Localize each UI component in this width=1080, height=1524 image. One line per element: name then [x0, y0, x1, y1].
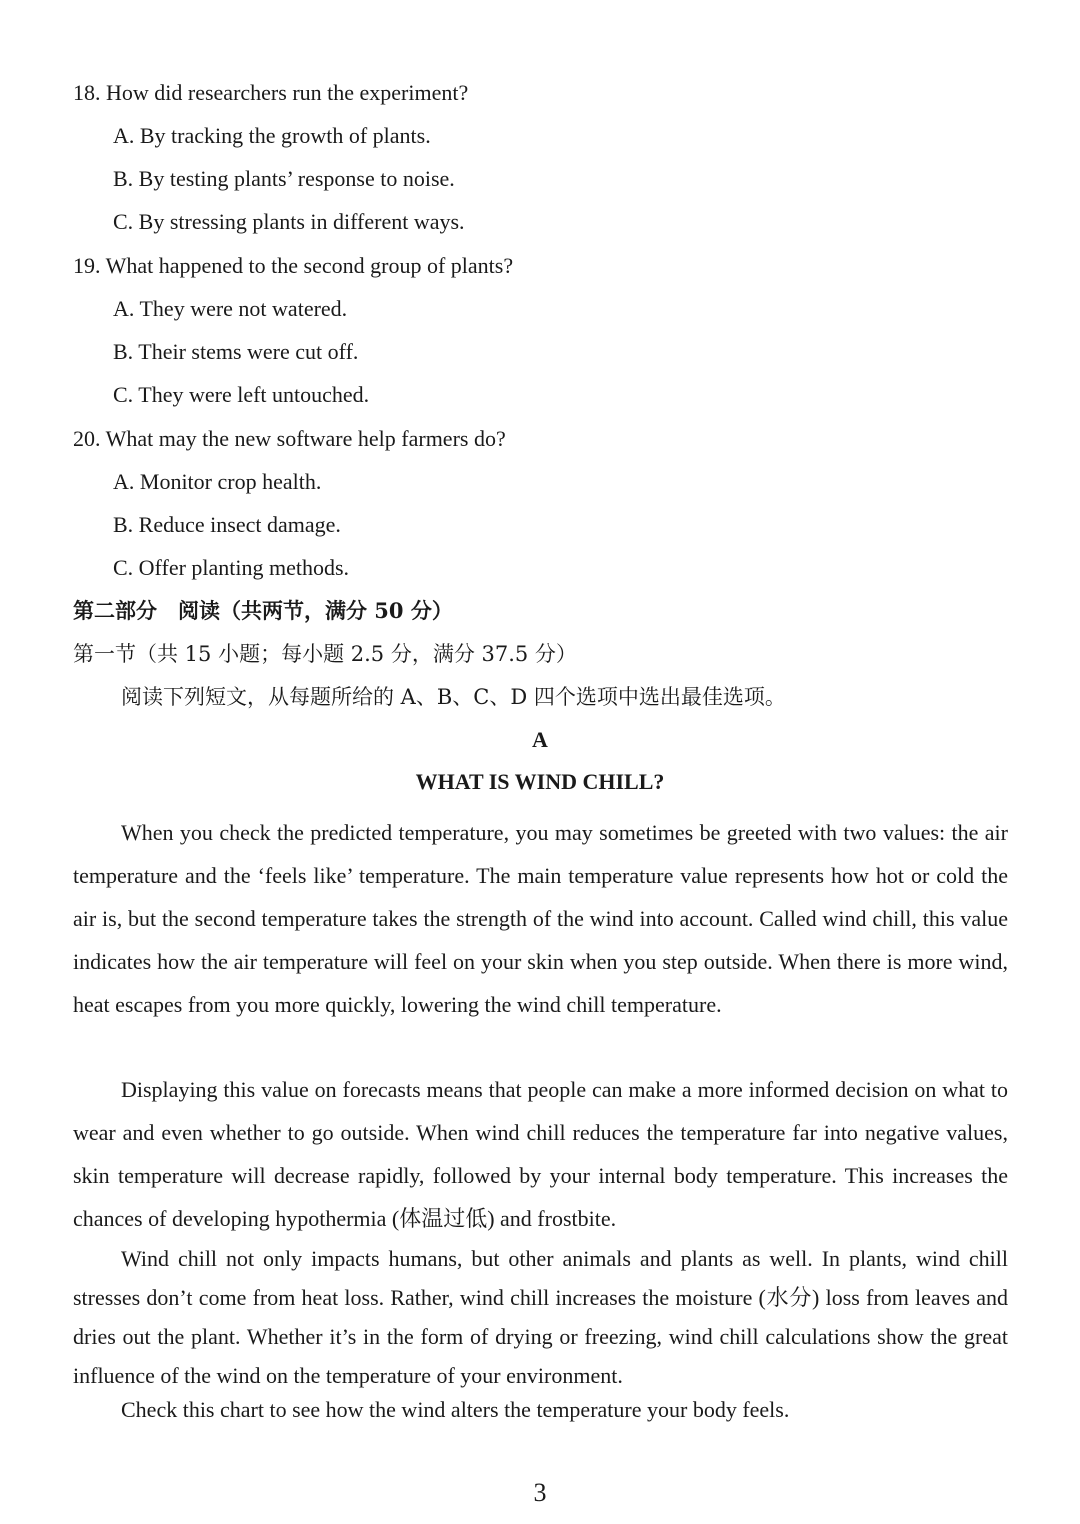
question-19-option-c: C. They were left untouched.: [113, 382, 370, 407]
passage-paragraph-2: Displaying this value on forecasts means that people can make a more informed decision on what to wear and even whether to go outside. When wind chill reduces the temperature far into negative values, skin temperature will decrease rapidly, followed by your internal body temperature. This increases the chances of developing hypothermia (体温过低) and frostbite.: [73, 1077, 1008, 1231]
question-18-option-a: A. By tracking the growth of plants.: [113, 123, 431, 148]
question-18-stem: 18. How did researchers run the experiment?: [73, 80, 469, 105]
passage-paragraph-3: Wind chill not only impacts humans, but other animals and plants as well. In plants, wind chill stresses don’t come from heat loss. Rather, wind chill increases the moisture (水分) loss from leaves and dries out the plant. Whether it’s in the form of drying or freezing, wind chill calculations show the great influence of the wind on the temperature of your environment.: [73, 1246, 1008, 1388]
passage-paragraph-4: Check this chart to see how the wind alters the temperature your body feels.: [121, 1397, 790, 1422]
passage-title: WHAT IS WIND CHILL?: [415, 769, 665, 794]
question-19-option-b: B. Their stems were cut off.: [113, 339, 359, 364]
passage-letter: A: [532, 727, 548, 752]
question-20-option-a: A. Monitor crop health.: [113, 469, 322, 494]
reading-instruction: 阅读下列短文，从每题所给的 A、B、C、D 四个选项中选出最佳选项。: [121, 685, 786, 709]
passage-paragraph-1: When you check the predicted temperature, you may sometimes be greeted with two values: the air temperature and the ‘feels like’ temperature. The main temperature value represents how hot or cold the air is, but the second temperature takes the strength of the wind into account. Called wind chill, this value indicates how the air temperature will feel on your skin when you step outside. When there is more wind, heat escapes from you more quickly, lowering the wind chill temperature.: [73, 820, 1008, 1017]
question-19-stem: 19. What happened to the second group of plants?: [73, 253, 514, 278]
question-20-stem: 20. What may the new software help farmers do?: [73, 426, 506, 451]
question-18-option-b: B. By testing plants’ response to noise.: [113, 166, 455, 191]
section-part-heading: 第二部分 阅读（共两节，满分 50 分）: [73, 598, 453, 623]
question-18-option-c: C. By stressing plants in different ways.: [113, 209, 465, 234]
section-sub-heading: 第一节（共 15 小题；每小题 2.5 分，满分 37.5 分）: [73, 642, 577, 666]
page-number: 3: [533, 1478, 547, 1507]
question-19-option-a: A. They were not watered.: [113, 296, 348, 321]
question-20-option-b: B. Reduce insect damage.: [113, 512, 341, 537]
question-20-option-c: C. Offer planting methods.: [113, 555, 350, 580]
